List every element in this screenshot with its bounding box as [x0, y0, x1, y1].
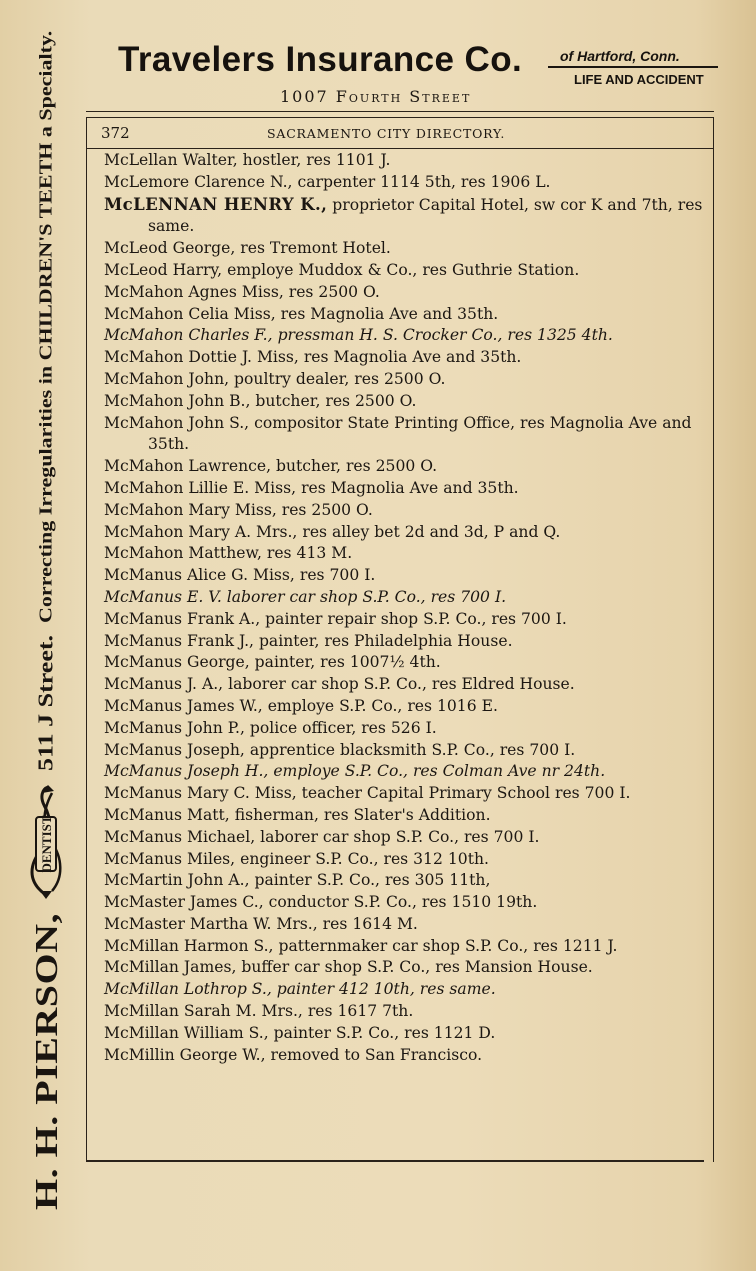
directory-entry	[104, 783, 708, 805]
entry-detail: painter 412 10th, res same.	[271, 980, 496, 999]
directory-entry	[104, 740, 708, 762]
directory-entry	[104, 478, 708, 500]
directory-entry	[104, 500, 708, 522]
entry-name: McMahon Celia Miss,	[104, 304, 276, 323]
directory-entry	[104, 957, 708, 979]
entry-detail: painter S.P. Co., res 305 11th,	[249, 871, 491, 890]
directory-entry	[104, 282, 708, 304]
directory-entry	[104, 391, 708, 413]
directory-entry	[104, 587, 708, 609]
entry-detail: res 700 I.	[294, 566, 376, 585]
directory-entry	[104, 194, 708, 239]
advertiser-address: 511 J Street.	[34, 634, 58, 771]
directory-entry	[104, 456, 708, 478]
entry-detail: patternmaker car shop S.P. Co., res 1211 J.	[273, 936, 618, 955]
directory-entry	[104, 522, 708, 544]
entry-detail: res 413 M.	[261, 544, 353, 563]
directory-entry	[104, 565, 708, 587]
directory-entry	[104, 543, 708, 565]
directory-entry	[104, 1001, 708, 1023]
directory-entry	[104, 369, 708, 391]
directory-entry	[104, 761, 708, 783]
entry-detail: painter, res Philadelphia House.	[253, 631, 513, 650]
entry-name: McManus Michael,	[104, 827, 256, 846]
entry-detail: res Magnolia Ave and 35th.	[275, 304, 499, 323]
entry-name: McMillan Sarah M. Mrs.,	[104, 1002, 303, 1021]
directory-entry	[104, 870, 708, 892]
entry-detail: police officer, res 526 I.	[244, 718, 437, 737]
emblem-label: DENTIST	[39, 815, 54, 873]
entry-detail: res 1617 7th.	[302, 1002, 414, 1021]
advertiser-specialty: Correcting Irregularities in CHILDREN'S TEETH a Specialty.	[35, 30, 56, 623]
directory-entry	[104, 1023, 708, 1045]
entry-detail: fisherman, res Slater's Addition.	[229, 805, 491, 824]
entry-detail: apprentice blacksmith S.P. Co., res 700 I.	[244, 740, 576, 759]
entry-detail: laborer car shop S.P. Co., res 700 I.	[221, 587, 507, 606]
header-address: 1007 Fourth Street	[280, 87, 472, 106]
directory-entry	[104, 609, 708, 631]
entry-name: McMahon Lillie E. Miss,	[104, 478, 297, 497]
dentist-emblem-icon	[24, 783, 68, 901]
entry-name: McLemore Clarence N.,	[104, 172, 293, 191]
entry-detail: buffer car shop S.P. Co., res Mansion House.	[236, 958, 593, 977]
entry-detail: res alley bet 2d and 3d, P and Q.	[297, 522, 561, 541]
header-divider	[86, 111, 714, 112]
entry-name: McMahon Dottie J. Miss,	[104, 348, 299, 367]
directory-title: SACRAMENTO CITY DIRECTORY.	[267, 126, 506, 141]
directory-entry	[104, 413, 708, 457]
entry-detail: painter, res 1007½ 4th.	[249, 653, 441, 672]
entry-detail: employe S.P. Co., res Colman Ave nr 24th.	[268, 762, 606, 781]
entry-detail: res Magnolia Ave and 35th.	[296, 478, 519, 497]
entry-name: McMillan James,	[104, 958, 237, 977]
entry-detail: laborer car shop S.P. Co., res Eldred House.	[223, 675, 575, 694]
entry-detail: butcher, res 2500 O.	[271, 457, 438, 476]
header-insurance-lines: LIFE AND ACCIDENT	[574, 72, 704, 87]
directory-entry	[104, 805, 708, 827]
entry-name: McLENNAN HENRY K.,	[104, 194, 328, 214]
header-dash	[548, 66, 566, 68]
entry-detail: engineer S.P. Co., res 312 10th.	[235, 849, 489, 868]
entry-detail: teacher Capital Primary School res 700 I.	[296, 784, 631, 803]
entry-detail: painter S.P. Co., res 1121 D.	[268, 1023, 496, 1042]
entry-name: McMahon Mary A. Mrs.,	[104, 522, 298, 541]
entry-name: McManus Alice G. Miss,	[104, 566, 295, 585]
entry-detail: carpenter 1114 5th, res 1906 L.	[292, 172, 551, 191]
entry-name: McMartin John A.,	[104, 871, 250, 890]
entry-detail: pressman H. S. Crocker Co., res 1325 4th.	[272, 326, 613, 345]
entry-detail: conductor S.P. Co., res 1510 19th.	[263, 893, 538, 912]
directory-entry	[104, 238, 708, 260]
entry-name: McMahon Lawrence,	[104, 457, 272, 476]
entry-name: McLeod George,	[104, 239, 236, 258]
entry-name: McManus Matt,	[104, 805, 230, 824]
entry-name: McManus Miles,	[104, 849, 236, 868]
directory-entry	[104, 150, 708, 172]
entry-detail: res 1614 M.	[317, 914, 418, 933]
directory-entry	[104, 849, 708, 871]
entry-detail: removed to San Francisco.	[265, 1045, 483, 1064]
entry-detail: painter repair shop S.P. Co., res 700 I.	[260, 609, 567, 628]
entry-name: McManus J. A.,	[104, 675, 224, 694]
directory-entries	[104, 150, 708, 1066]
entry-name: McMahon Mary Miss,	[104, 500, 277, 519]
directory-entry	[104, 936, 708, 958]
entry-name: McMahon Agnes Miss,	[104, 282, 284, 301]
directory-entry	[104, 979, 708, 1001]
directory-entry	[104, 1045, 708, 1067]
entry-name: McMahon Charles F.,	[104, 326, 273, 345]
entry-detail: res Magnolia Ave and 35th.	[298, 348, 522, 367]
directory-running-head	[87, 118, 713, 149]
entry-name: McMahon Matthew,	[104, 544, 262, 563]
entry-detail: compositor State Printing Office, res Magnolia Ave and 35th.	[148, 413, 692, 454]
entry-name: McManus Joseph,	[104, 740, 245, 759]
entry-name: McMahon John S.,	[104, 413, 250, 432]
directory-entry	[104, 325, 708, 347]
entry-name: McManus Frank A.,	[104, 609, 261, 628]
entry-detail: employe S.P. Co., res 1016 E.	[262, 696, 498, 715]
entry-name: McMillin George W.,	[104, 1045, 266, 1064]
directory-bottom-rule	[86, 1160, 704, 1162]
entry-name: McManus Mary C. Miss,	[104, 784, 297, 803]
directory-entry	[104, 631, 708, 653]
entry-name: McMahon John,	[104, 369, 230, 388]
directory-entry	[104, 914, 708, 936]
entry-detail: employe Muddox & Co., res Guthrie Station.	[222, 260, 580, 279]
entry-name: McManus John P.,	[104, 718, 245, 737]
directory-entry	[104, 260, 708, 282]
entry-detail: hostler, res 1101 J.	[237, 151, 391, 169]
entry-detail: poultry dealer, res 2500 O.	[229, 369, 446, 388]
directory-entry	[104, 674, 708, 696]
directory-entry	[104, 718, 708, 740]
entry-name: McManus James W.,	[104, 696, 263, 715]
page-number: 372	[101, 124, 130, 142]
entry-name: McMillan Harmon S.,	[104, 936, 274, 955]
advertiser-name: H. H. PIERSON,	[28, 912, 64, 1210]
entry-name: McMaster James C.,	[104, 893, 264, 912]
entry-name: McMillan William S.,	[104, 1023, 269, 1042]
directory-entry	[104, 304, 708, 326]
directory-entry	[104, 827, 708, 849]
entry-detail: res 2500 O.	[283, 282, 380, 301]
entry-name: McManus Joseph H.,	[104, 762, 269, 781]
entry-name: McLeod Harry,	[104, 260, 223, 279]
header-location: of Hartford, Conn.	[560, 48, 680, 64]
entry-name: McManus E. V.	[104, 587, 222, 606]
entry-name: McManus Frank J.,	[104, 631, 254, 650]
entry-name: McManus George,	[104, 653, 250, 672]
entry-name: McMaster Martha W. Mrs.,	[104, 914, 318, 933]
side-advertisement	[18, 30, 74, 1210]
directory-entry	[104, 696, 708, 718]
entry-name: McMillan Lothrop S.,	[104, 980, 272, 999]
entry-detail: laborer car shop S.P. Co., res 700 I.	[255, 827, 540, 846]
directory-entry	[104, 652, 708, 674]
entry-detail: res 2500 O.	[276, 500, 373, 519]
header-location-rule	[566, 66, 718, 68]
entry-name: McLellan Walter,	[104, 151, 238, 169]
entry-detail: res Tremont Hotel.	[235, 239, 391, 258]
entry-name: McMahon John B.,	[104, 391, 251, 410]
directory-entry	[104, 172, 708, 194]
directory-entry	[104, 892, 708, 914]
header-company-name: Travelers Insurance Co.	[118, 40, 523, 79]
directory-entry	[104, 347, 708, 369]
entry-detail: butcher, res 2500 O.	[250, 391, 417, 410]
entry-detail: proprietor Capital Hotel, sw cor K and 7th, res same.	[148, 195, 703, 236]
